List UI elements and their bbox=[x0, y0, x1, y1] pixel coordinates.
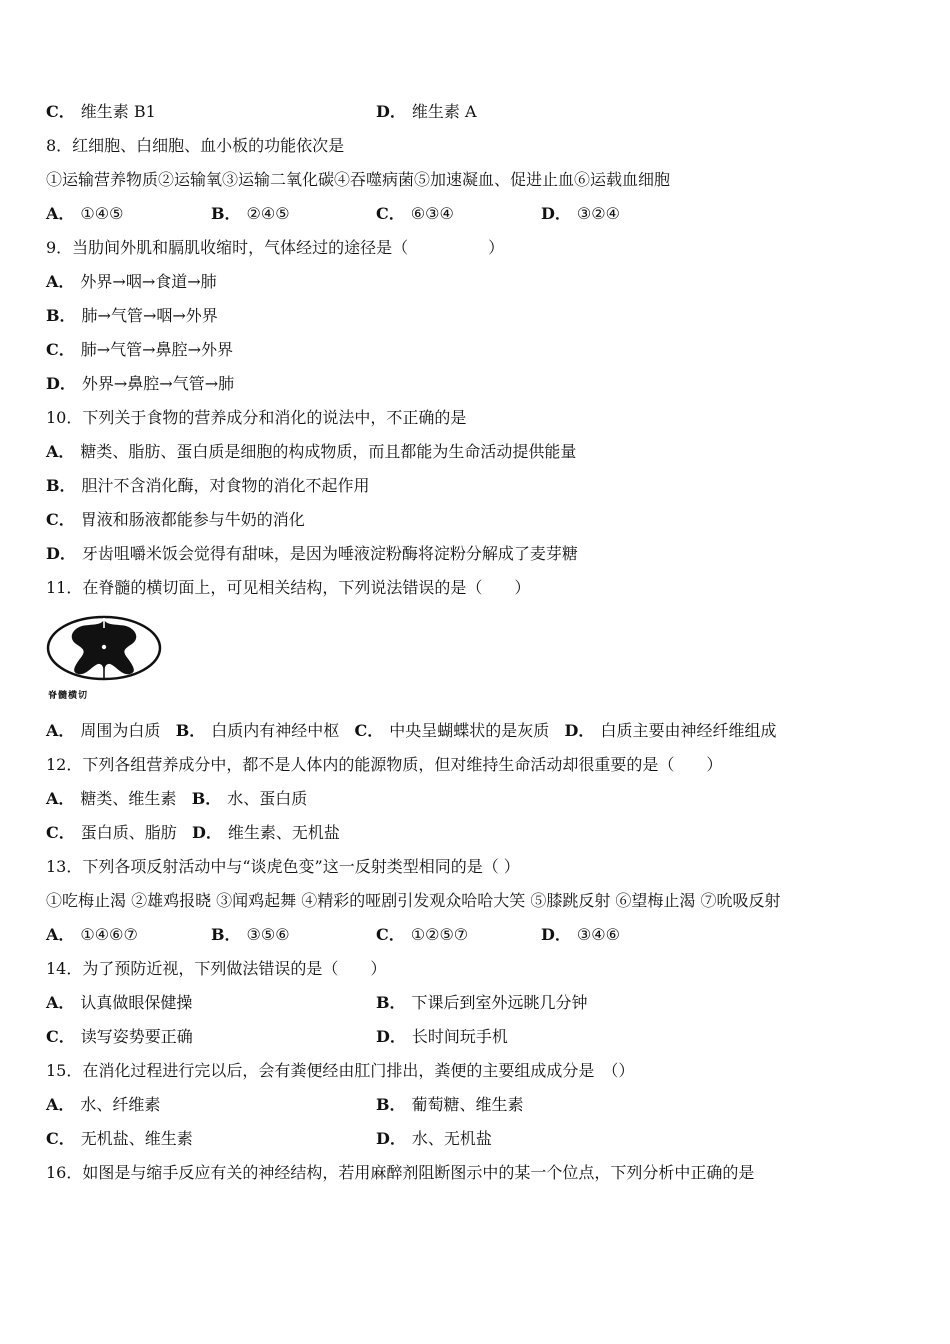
question-16-stem: 16．如图是与缩手反应有关的神经结构，若用麻醉剂阻断图示中的某一个位点，下列分析中正确的是 bbox=[46, 1163, 755, 1182]
q13-option-c: C． ①②⑤⑦ bbox=[376, 925, 469, 944]
question-9-stem: 9．当肋间外肌和膈肌收缩时，气体经过的途径是（ ） bbox=[46, 238, 505, 257]
q13-option-a: A． ①④⑥⑦ bbox=[46, 925, 138, 944]
q9-option-c: C． 肺→气管→鼻腔→外界 bbox=[46, 340, 233, 359]
question-14-stem: 14．为了预防近视，下列做法错误的是（ ） bbox=[46, 959, 387, 978]
spinal-cord-diagram bbox=[46, 614, 164, 686]
option-c: C． 维生素 B1 bbox=[46, 102, 156, 121]
q15-option-c: C． 无机盐、维生素 bbox=[46, 1129, 193, 1148]
q14-option-a: A． 认真做眼保健操 bbox=[46, 993, 193, 1012]
question-13-items: ①吃梅止渴 ②雄鸡报晓 ③闻鸡起舞 ④精彩的哑剧引发观众哈哈大笑 ⑤膝跳反射 ⑥望梅止渴 ⑦吮吸反射 bbox=[46, 891, 781, 910]
question-10-stem: 10．下列关于食物的营养成分和消化的说法中，不正确的是 bbox=[46, 408, 467, 427]
q14-option-b: B． 下课后到室外远眺几分钟 bbox=[376, 993, 588, 1012]
q10-option-d: D． 牙齿咀嚼米饭会觉得有甜味，是因为唾液淀粉酶将淀粉分解成了麦芽糖 bbox=[46, 544, 578, 563]
q10-option-b: B． 胆汁不含消化酶，对食物的消化不起作用 bbox=[46, 476, 370, 495]
q13-option-b: B． ③⑤⑥ bbox=[211, 925, 290, 944]
q9-option-a: A． 外界→咽→食道→肺 bbox=[46, 272, 217, 291]
q11-options-row: A． 周围为白质 B． 白质内有神经中枢 C． 中央呈蝴蝶状的是灰质 D． 白质主要由神经纤维组成 bbox=[46, 721, 777, 740]
q13-option-d: D． ③④⑥ bbox=[541, 925, 620, 944]
figure-caption: 脊髓横切 bbox=[48, 691, 89, 701]
option-d: D． 维生素 A bbox=[376, 102, 477, 121]
question-15-stem: 15．在消化过程进行完以后，会有粪便经由肛门排出，粪便的主要组成成分是 （） bbox=[46, 1061, 635, 1080]
question-12-stem: 12．下列各组营养成分中，都不是人体内的能源物质，但对维持生命活动却很重要的是（ ） bbox=[46, 755, 723, 774]
q8-option-a: A． ①④⑤ bbox=[46, 204, 124, 223]
q12-options-row-1: A． 糖类、维生素 B． 水、蛋白质 bbox=[46, 789, 308, 808]
q14-option-c: C． 读写姿势要正确 bbox=[46, 1027, 193, 1046]
q15-option-d: D． 水、无机盐 bbox=[376, 1129, 492, 1148]
q9-option-b: B． 肺→气管→咽→外界 bbox=[46, 306, 218, 325]
q10-option-c: C． 胃液和肠液都能参与牛奶的消化 bbox=[46, 510, 305, 529]
question-13-stem: 13．下列各项反射活动中与“谈虎色变”这一反射类型相同的是（ ） bbox=[46, 857, 520, 876]
q8-option-d: D． ③②④ bbox=[541, 204, 620, 223]
q12-options-row-2: C． 蛋白质、脂肪 D． 维生素、无机盐 bbox=[46, 823, 340, 842]
q9-option-d: D． 外界→鼻腔→气管→肺 bbox=[46, 374, 235, 393]
q10-option-a: A． 糖类、脂肪、蛋白质是细胞的构成物质，而且都能为生命活动提供能量 bbox=[46, 442, 577, 461]
q8-option-c: C． ⑥③④ bbox=[376, 204, 454, 223]
spinal-cord-cross-section-figure bbox=[46, 614, 164, 704]
q15-option-b: B． 葡萄糖、维生素 bbox=[376, 1095, 524, 1114]
q15-option-a: A． 水、纤维素 bbox=[46, 1095, 161, 1114]
q8-option-b: B． ②④⑤ bbox=[211, 204, 290, 223]
question-11-stem: 11．在脊髓的横切面上，可见相关结构，下列说法错误的是（ ） bbox=[46, 578, 531, 597]
q14-option-d: D． 长时间玩手机 bbox=[376, 1027, 508, 1046]
question-8-stem: 8．红细胞、白细胞、血小板的功能依次是 bbox=[46, 136, 345, 155]
question-8-items: ①运输营养物质②运输氧③运输二氧化碳④吞噬病菌⑤加速凝血、促进止血⑥运载血细胞 bbox=[46, 170, 671, 189]
